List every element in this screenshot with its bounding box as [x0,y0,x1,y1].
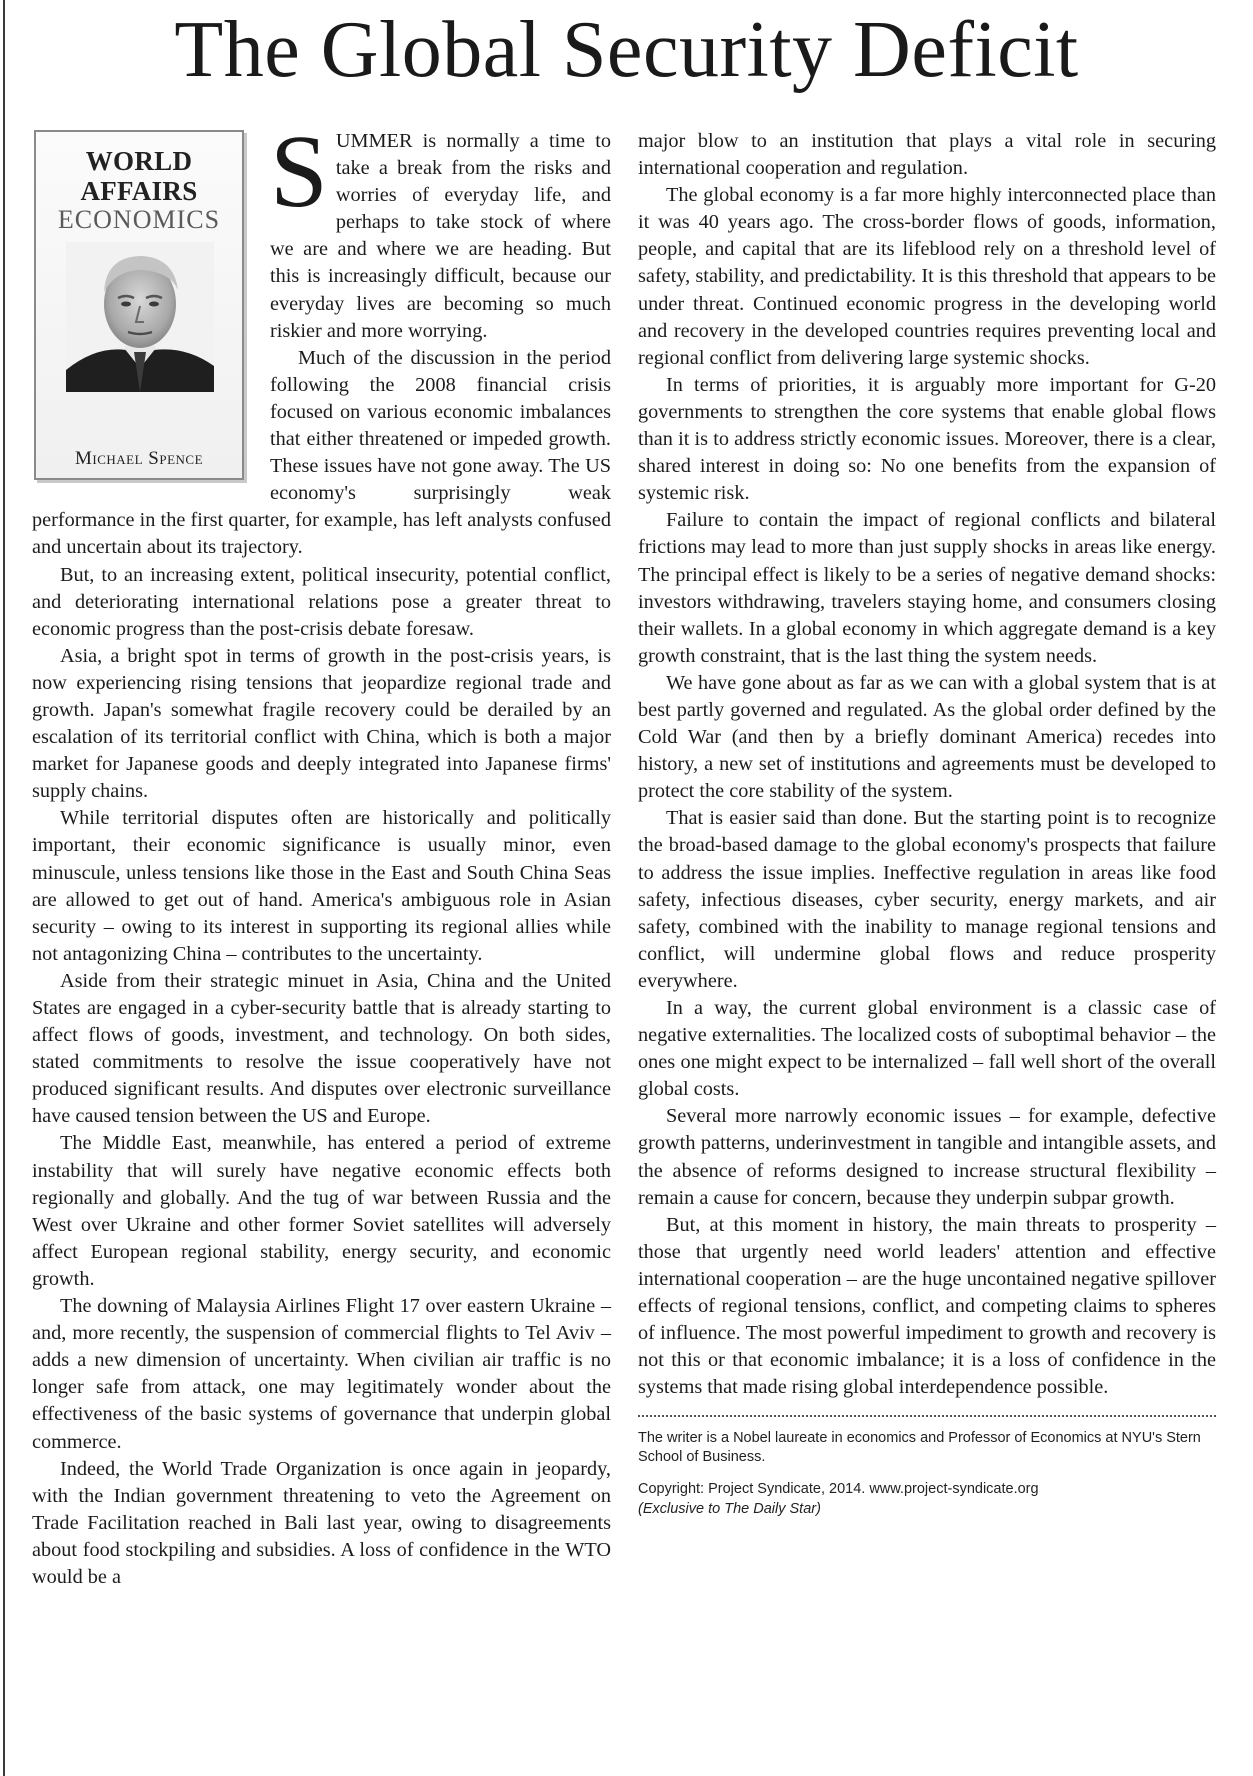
footnote-divider [638,1415,1216,1417]
continued-paragraph: major blow to an institution that plays a vital role in securing international cooperation and regulation. [638,130,1216,180]
body-paragraph: The Middle East, meanwhile, has entered a period of extreme instability that will surely have negative economic effects both regionally and globally. And the tug of war between Russia and the West over Ukraine and other former Soviet satellites will adversely affect European regional stability, energy security, and economic growth. [32,1132,611,1290]
byline-box [34,130,244,480]
body-paragraph: But, to an increasing extent, political insecurity, potential conflict, and deteriorating international relations pose a greater threat to economic progress than the post-crisis debate foresaw. [32,563,611,640]
article-title: The Global Security Deficit [174,6,1079,94]
author-portrait [66,242,214,392]
body-paragraph: Asia, a bright spot in terms of growth in the post-crisis years, is now experiencing rising tensions that jeopardize regional trade and growth. Japan's somewhat fragile recovery could be derailed by an escalation of its territorial conflict with China, which is both a major market for Japanese goods and deeply integrated into Japanese firms' supply chains. [32,644,611,803]
page-edge-rule [3,0,5,1776]
body-paragraph: But, at this moment in history, the main threats to prosperity – those that urgently need world leaders' attention and effective international cooperation – are the huge uncontained negative spillover effects of regional tensions, conflict, and competing claims to spheres of influence. The most powerful impediment to growth and recovery is not this or that economic imbalance; it is a loss of confidence in the systems that made rising global interdependence possible. [638,1213,1216,1399]
body-paragraph: While territorial disputes often are historically and politically important, their economic significance is usually minor, even minuscule, unless tensions like those in the East and South China Seas are allowed to get out of hand. America's ambiguous role in Asian security – owing to its interest in supporting its regional allies while not antagonizing China – contributes to the uncertainty. [32,807,611,965]
drop-cap: S [270,114,328,229]
body-paragraph: We have gone about as far as we can with a global system that is at best partly governed and regulated. As the global order defined by the Cold War (and then by a briefly dominant America) recedes into history, a new set of institutions and agreements must be developed to protect the core stability of the system. [638,671,1216,803]
first-paragraph-text: UMMER is normally a time to take a break from the risks and worries of everyday life, and perhaps to take stock of where we are and where we are heading. But this is increasingly difficult, because our everyday lives are becoming so much riskier and more worrying. [270,130,611,342]
body-paragraph: Indeed, the World Trade Organization is once again in jeopardy, with the Indian government threatening to veto the Agreement on Trade Facilitation reached in Bali last year, owing to disagreements about food stockpiling and subsidies. A loss of confidence in the WTO would be a [32,1457,611,1588]
body-paragraph: The global economy is a far more highly interconnected place than it was 40 years ago. The cross-border flows of goods, information, people, and capital that are its lifeblood rely on a threshold level of safety, stability, and predictability. It is this threshold that appears to be under threat. Continued economic progress in the developing world and recovery in the developed countries requires preventing local and regional conflict from delivering large systemic shocks. [638,184,1216,369]
body-paragraph: In terms of priorities, it is arguably more important for G-20 governments to strengthen the core systems that enable global flows than it is to address strictly economic issues. Moreover, there is a clear, shared interest in doing so: No one benefits from the expansion of systemic risk. [638,373,1216,505]
body-paragraph: Aside from their strategic minuet in Asia, China and the United States are engaged in a cyber-security battle that is already starting to affect flows of goods, investment, and technology. On both sides, stated commitments to resolve the issue cooperatively have not produced significant results. And disputes over electronic surveillance have caused tension between the US and Europe. [32,969,611,1128]
section-label: WORLD AFFAIRS [80,146,198,206]
body-paragraph: Failure to contain the impact of regional conflicts and bilateral frictions may lead to more than just supply shocks in areas like energy. The principal effect is likely to be a series of negative demand shocks: investors withdrawing, travelers staying home, and consumers closing their wallets. In a global economy in which aggregate demand is a key growth constraint, that is the last thing the system needs. [638,509,1216,667]
writer-note: The writer is a Nobel laureate in economics and Professor of Economics at NYU's Stern School of Business. [638,1430,1201,1466]
body-paragraph: That is easier said than done. But the starting point is to recognize the broad-based damage to the global economy's prospects that failure to address the issue implies. Ineffective regulation in areas like food safety, infectious diseases, cyber security, energy markets, and air safety, combined with the inability to manage regional tensions and conflict, will undermine global flows and reduce prosperity everywhere. [638,807,1216,992]
left-column [32,114,611,1591]
copyright-line: Copyright: Project Syndicate, 2014. www.project-syndicate.org [638,1481,1039,1498]
body-paragraph: In a way, the current global environment is a classic case of negative externalities. The localized costs of suboptimal behavior – the ones one might expect to be internalized – fall well short of the overall global costs. [638,997,1216,1101]
author-name: Michael Spence [74,448,204,469]
body-paragraph: Several more narrowly economic issues – for example, defective growth patterns, underinvestment in tangible and intangible assets, and the absence of reforms designed to increase structural flexibility – remain a cause for concern, because they underpin subpar growth. [638,1105,1216,1209]
body-paragraph: The downing of Malaysia Airlines Flight 17 over eastern Ukraine – and, more recently, the suspension of commercial flights to Tel Aviv – adds a new dimension of uncertainty. When civilian air traffic is no longer safe from attack, one may legitimately wonder about the effectiveness of the basic systems of governance that underpin global commerce. [32,1295,611,1453]
body-paragraph: Much of the discussion in the period following the 2008 financial crisis focused on various economic imbalances that either threatened or impeded growth. These issues have not gone away. The US economy's surprisingly weak performance in the first quarter, for example, has left analysts confused and uncertain about its trajectory. [32,346,611,559]
subsection-label: ECONOMICS [57,205,221,234]
right-column [638,128,1216,1519]
exclusive-line: (Exclusive to The Daily Star) [638,1501,821,1518]
